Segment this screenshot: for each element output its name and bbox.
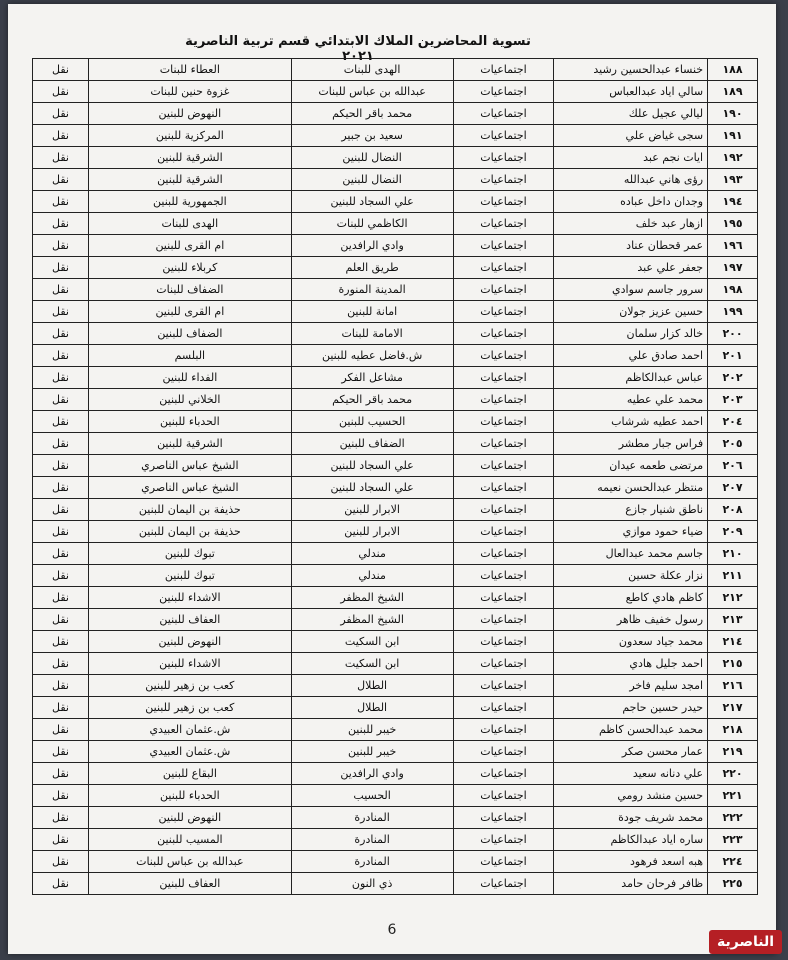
department-cell: اجتماعيات [453,103,554,125]
school-to-cell: الحدباء للبنين [89,785,292,807]
school-from-cell: ش.فاضل عطيه للبنين [291,345,453,367]
school-to-cell: الشيخ عباس الناصري [89,477,292,499]
employee-name-cell: جاسم محمد عبدالعال [554,543,708,565]
table-row [33,631,758,653]
school-to-cell: ش.عثمان العبيدي [89,741,292,763]
row-number-cell: ١٩٢ [708,147,758,169]
school-to-cell: ام القرى للبنين [89,235,292,257]
employee-name-cell: محمد علي عطيه [554,389,708,411]
employee-name-cell: فراس جبار مطشر [554,433,708,455]
transfer-table [32,58,758,895]
row-number-cell: ١٩٤ [708,191,758,213]
table-row [33,213,758,235]
school-from-cell: المدينة المنورة [291,279,453,301]
school-from-cell: سعيد بن جبير [291,125,453,147]
transfer-type-cell: نقل [33,125,89,147]
school-to-cell: المركزية للبنين [89,125,292,147]
school-from-cell: الحسيب [291,785,453,807]
employee-name-cell: سالي اياد عبدالعباس [554,81,708,103]
department-cell: اجتماعيات [453,389,554,411]
school-from-cell: امانة للبنين [291,301,453,323]
department-cell: اجتماعيات [453,367,554,389]
transfer-type-cell: نقل [33,653,89,675]
table-row [33,191,758,213]
row-number-cell: ٢١٩ [708,741,758,763]
employee-name-cell: ازهار عبد خلف [554,213,708,235]
department-cell: اجتماعيات [453,345,554,367]
row-number-cell: ١٩٠ [708,103,758,125]
department-cell: اجتماعيات [453,147,554,169]
school-to-cell: النهوض للبنين [89,807,292,829]
employee-name-cell: ضياء حمود موازي [554,521,708,543]
employee-name-cell: خنساء عبدالحسين رشيد [554,59,708,81]
transfer-type-cell: نقل [33,147,89,169]
table-row [33,103,758,125]
employee-name-cell: حسين عزيز جولان [554,301,708,323]
row-number-cell: ٢٠٧ [708,477,758,499]
row-number-cell: ٢١١ [708,565,758,587]
department-cell: اجتماعيات [453,455,554,477]
school-from-cell: الابرار للبنين [291,499,453,521]
school-to-cell: ش.عثمان العبيدي [89,719,292,741]
school-from-cell: ابن السكيت [291,631,453,653]
row-number-cell: ٢٠٤ [708,411,758,433]
department-cell: اجتماعيات [453,257,554,279]
table-row [33,125,758,147]
transfer-type-cell: نقل [33,675,89,697]
row-number-cell: ٢٠٢ [708,367,758,389]
row-number-cell: ٢١٢ [708,587,758,609]
school-from-cell: الضفاف للبنين [291,433,453,455]
table-row [33,829,758,851]
table-row [33,697,758,719]
department-cell: اجتماعيات [453,565,554,587]
department-cell: اجتماعيات [453,433,554,455]
department-cell: اجتماعيات [453,675,554,697]
department-cell: اجتماعيات [453,763,554,785]
table-row [33,763,758,785]
department-cell: اجتماعيات [453,213,554,235]
row-number-cell: ١٨٩ [708,81,758,103]
department-cell: اجتماعيات [453,785,554,807]
school-to-cell: حذيفة بن اليمان للبنين [89,521,292,543]
school-from-cell: النضال للبنين [291,147,453,169]
school-to-cell: تبوك للبنين [89,543,292,565]
transfer-type-cell: نقل [33,609,89,631]
employee-name-cell: محمد شريف جودة [554,807,708,829]
school-from-cell: مشاعل الفكر [291,367,453,389]
row-number-cell: ٢١٨ [708,719,758,741]
department-cell: اجتماعيات [453,477,554,499]
employee-name-cell: كاظم هادي كاطع [554,587,708,609]
table-row [33,477,758,499]
table-row [33,323,758,345]
table-row [33,367,758,389]
transfer-type-cell: نقل [33,235,89,257]
school-to-cell: الحدباء للبنين [89,411,292,433]
row-number-cell: ٢٠٨ [708,499,758,521]
school-to-cell: عبدالله بن عباس للبنات [89,851,292,873]
transfer-type-cell: نقل [33,499,89,521]
transfer-type-cell: نقل [33,411,89,433]
employee-name-cell: احمد جليل هادي [554,653,708,675]
department-cell: اجتماعيات [453,235,554,257]
table-row [33,675,758,697]
transfer-type-cell: نقل [33,455,89,477]
transfer-type-cell: نقل [33,785,89,807]
employee-name-cell: امجد سليم فاخر [554,675,708,697]
table-row [33,345,758,367]
row-number-cell: ١٩٥ [708,213,758,235]
employee-name-cell: ليالي عجيل علك [554,103,708,125]
row-number-cell: ٢٢٤ [708,851,758,873]
transfer-type-cell: نقل [33,829,89,851]
school-to-cell: الخلاني للبنين [89,389,292,411]
school-to-cell: كعب بن زهير للبنين [89,697,292,719]
school-to-cell: حذيفة بن اليمان للبنين [89,499,292,521]
document-title: تسوية المحاضرين الملاك الابتدائي قسم تربية الناصرية ٢٠٢١ [185,34,531,64]
department-cell: اجتماعيات [453,301,554,323]
transfer-type-cell: نقل [33,213,89,235]
row-number-cell: ٢٠١ [708,345,758,367]
employee-name-cell: احمد صادق علي [554,345,708,367]
row-number-cell: ٢١٣ [708,609,758,631]
employee-name-cell: مرتضى طعمه عيدان [554,455,708,477]
school-from-cell: خيبر للبنين [291,741,453,763]
school-from-cell: محمد باقر الحيكم [291,103,453,125]
school-from-cell: عبدالله بن عباس للبنات [291,81,453,103]
table-row [33,609,758,631]
transfer-type-cell: نقل [33,851,89,873]
school-to-cell: الضفاف للبنين [89,323,292,345]
transfer-type-cell: نقل [33,521,89,543]
employee-name-cell: ساره اياد عبدالكاظم [554,829,708,851]
employee-name-cell: ناطق شنيار جازع [554,499,708,521]
table-row [33,521,758,543]
school-to-cell: البقاع للبنين [89,763,292,785]
transfer-type-cell: نقل [33,279,89,301]
school-to-cell: العطاء للبنات [89,59,292,81]
table-row [33,389,758,411]
employee-name-cell: خالد كزار سلمان [554,323,708,345]
school-to-cell: الجمهورية للبنين [89,191,292,213]
school-from-cell: الطلال [291,675,453,697]
transfer-type-cell: نقل [33,191,89,213]
employee-name-cell: محمد عبدالحسن كاظم [554,719,708,741]
school-to-cell: النهوض للبنين [89,103,292,125]
department-cell: اجتماعيات [453,59,554,81]
transfer-type-cell: نقل [33,587,89,609]
table-row [33,719,758,741]
transfer-type-cell: نقل [33,59,89,81]
employee-name-cell: هبه اسعد فرهود [554,851,708,873]
row-number-cell: ٢٠٠ [708,323,758,345]
row-number-cell: ٢٢٣ [708,829,758,851]
row-number-cell: ٢٠٦ [708,455,758,477]
school-from-cell: الشيخ المظفر [291,609,453,631]
employee-name-cell: حسين منشد رومي [554,785,708,807]
transfer-type-cell: نقل [33,367,89,389]
employee-name-cell: نزار عكلة حسين [554,565,708,587]
school-from-cell: الامامة للبنات [291,323,453,345]
employee-name-cell: حيدر حسين حاجم [554,697,708,719]
employee-name-cell: ايات نجم عبد [554,147,708,169]
department-cell: اجتماعيات [453,125,554,147]
school-from-cell: الطلال [291,697,453,719]
table-row [33,741,758,763]
school-from-cell: المنادرة [291,851,453,873]
document-page [8,4,776,954]
row-number-cell: ٢٢١ [708,785,758,807]
row-number-cell: ٢٢٥ [708,873,758,895]
employee-name-cell: احمد عطيه شرشاب [554,411,708,433]
table-row [33,785,758,807]
table-row [33,653,758,675]
row-number-cell: ١٩٦ [708,235,758,257]
transfer-type-cell: نقل [33,477,89,499]
transfer-type-cell: نقل [33,301,89,323]
transfer-type-cell: نقل [33,103,89,125]
table-row [33,455,758,477]
school-to-cell: الفداء للبنين [89,367,292,389]
department-cell: اجتماعيات [453,851,554,873]
table-row [33,851,758,873]
transfer-type-cell: نقل [33,81,89,103]
department-cell: اجتماعيات [453,543,554,565]
transfer-type-cell: نقل [33,807,89,829]
school-from-cell: الحسيب للبنين [291,411,453,433]
table-row [33,543,758,565]
row-number-cell: ٢١٤ [708,631,758,653]
row-number-cell: ٢٠٥ [708,433,758,455]
table-row [33,301,758,323]
row-number-cell: ٢٢٢ [708,807,758,829]
transfer-type-cell: نقل [33,697,89,719]
school-to-cell: كعب بن زهير للبنين [89,675,292,697]
table-row [33,411,758,433]
employee-name-cell: سرور جاسم سوادي [554,279,708,301]
school-to-cell: تبوك للبنين [89,565,292,587]
employee-name-cell: سجى غياض علي [554,125,708,147]
row-number-cell: ١٨٨ [708,59,758,81]
school-from-cell: مندلي [291,565,453,587]
transfer-type-cell: نقل [33,169,89,191]
department-cell: اجتماعيات [453,521,554,543]
row-number-cell: ١٩٣ [708,169,758,191]
transfer-type-cell: نقل [33,257,89,279]
employee-name-cell: منتظر عبدالحسن نعيمه [554,477,708,499]
school-from-cell: الكاظمي للبنات [291,213,453,235]
school-to-cell: غزوة حنين للبنات [89,81,292,103]
department-cell: اجتماعيات [453,829,554,851]
employee-name-cell: محمد جياد سعدون [554,631,708,653]
department-cell: اجتماعيات [453,697,554,719]
employee-name-cell: عمر قحطان عناد [554,235,708,257]
school-from-cell: الابرار للبنين [291,521,453,543]
table-row [33,807,758,829]
school-from-cell: مندلي [291,543,453,565]
school-to-cell: الشرقية للبنين [89,433,292,455]
school-from-cell: علي السجاد للبنين [291,455,453,477]
employee-name-cell: جعفر علي عبد [554,257,708,279]
transfer-type-cell: نقل [33,873,89,895]
employee-name-cell: وجدان داخل عباده [554,191,708,213]
watermark-logo: الناصرية [709,930,782,954]
department-cell: اجتماعيات [453,719,554,741]
transfer-type-cell: نقل [33,565,89,587]
department-cell: اجتماعيات [453,279,554,301]
row-number-cell: ٢١٠ [708,543,758,565]
transfer-type-cell: نقل [33,543,89,565]
department-cell: اجتماعيات [453,499,554,521]
school-from-cell: المنادرة [291,829,453,851]
row-number-cell: ٢١٥ [708,653,758,675]
table-row [33,873,758,895]
school-to-cell: الشرقية للبنين [89,147,292,169]
transfer-type-cell: نقل [33,719,89,741]
table-row [33,235,758,257]
school-from-cell: النضال للبنين [291,169,453,191]
school-to-cell: النهوض للبنين [89,631,292,653]
department-cell: اجتماعيات [453,873,554,895]
school-from-cell: علي السجاد للبنين [291,477,453,499]
table-row [33,257,758,279]
school-to-cell: العفاف للبنين [89,609,292,631]
department-cell: اجتماعيات [453,631,554,653]
row-number-cell: ١٩٨ [708,279,758,301]
department-cell: اجتماعيات [453,169,554,191]
school-from-cell: ذي النون [291,873,453,895]
school-from-cell: محمد باقر الحيكم [291,389,453,411]
school-from-cell: وادي الرافدين [291,763,453,785]
school-to-cell: الشيخ عباس الناصري [89,455,292,477]
table-row [33,433,758,455]
table-row [33,81,758,103]
transfer-type-cell: نقل [33,433,89,455]
department-cell: اجتماعيات [453,653,554,675]
school-from-cell: ابن السكيت [291,653,453,675]
employee-name-cell: علي دنانه سعيد [554,763,708,785]
school-from-cell: الشيخ المظفر [291,587,453,609]
transfer-type-cell: نقل [33,631,89,653]
employee-name-cell: رؤى هاني عبدالله [554,169,708,191]
school-to-cell: ام القرى للبنين [89,301,292,323]
school-from-cell: طريق العلم [291,257,453,279]
school-to-cell: كربلاء للبنين [89,257,292,279]
table-row [33,499,758,521]
school-to-cell: الاشداء للبنين [89,653,292,675]
transfer-type-cell: نقل [33,389,89,411]
school-from-cell: علي السجاد للبنين [291,191,453,213]
school-to-cell: العفاف للبنين [89,873,292,895]
table-row [33,279,758,301]
table-row [33,565,758,587]
department-cell: اجتماعيات [453,191,554,213]
transfer-table-body [33,59,758,895]
table-row [33,587,758,609]
school-to-cell: المسيب للبنين [89,829,292,851]
department-cell: اجتماعيات [453,323,554,345]
department-cell: اجتماعيات [453,411,554,433]
school-from-cell: المنادرة [291,807,453,829]
employee-name-cell: رسول خفيف ظاهر [554,609,708,631]
table-row [33,59,758,81]
row-number-cell: ٢٠٣ [708,389,758,411]
school-to-cell: الضفاف للبنات [89,279,292,301]
employee-name-cell: ظافر فرحان حامد [554,873,708,895]
school-to-cell: الاشداء للبنين [89,587,292,609]
row-number-cell: ٢١٦ [708,675,758,697]
employee-name-cell: عمار محسن صكر [554,741,708,763]
employee-name-cell: عباس عبدالكاظم [554,367,708,389]
row-number-cell: ٢٠٩ [708,521,758,543]
row-number-cell: ١٩٧ [708,257,758,279]
row-number-cell: ٢٢٠ [708,763,758,785]
row-number-cell: ٢١٧ [708,697,758,719]
transfer-type-cell: نقل [33,345,89,367]
department-cell: اجتماعيات [453,609,554,631]
transfer-type-cell: نقل [33,763,89,785]
transfer-type-cell: نقل [33,323,89,345]
department-cell: اجتماعيات [453,587,554,609]
school-to-cell: الهدى للبنات [89,213,292,235]
row-number-cell: ١٩٩ [708,301,758,323]
table-row [33,169,758,191]
table-row [33,147,758,169]
page-number: 6 [387,922,397,938]
school-to-cell: الشرقية للبنين [89,169,292,191]
school-from-cell: خيبر للبنين [291,719,453,741]
department-cell: اجتماعيات [453,81,554,103]
school-from-cell: وادي الرافدين [291,235,453,257]
department-cell: اجتماعيات [453,741,554,763]
row-number-cell: ١٩١ [708,125,758,147]
department-cell: اجتماعيات [453,807,554,829]
transfer-type-cell: نقل [33,741,89,763]
school-from-cell: الهدى للبنات [291,59,453,81]
school-to-cell: البلسم [89,345,292,367]
